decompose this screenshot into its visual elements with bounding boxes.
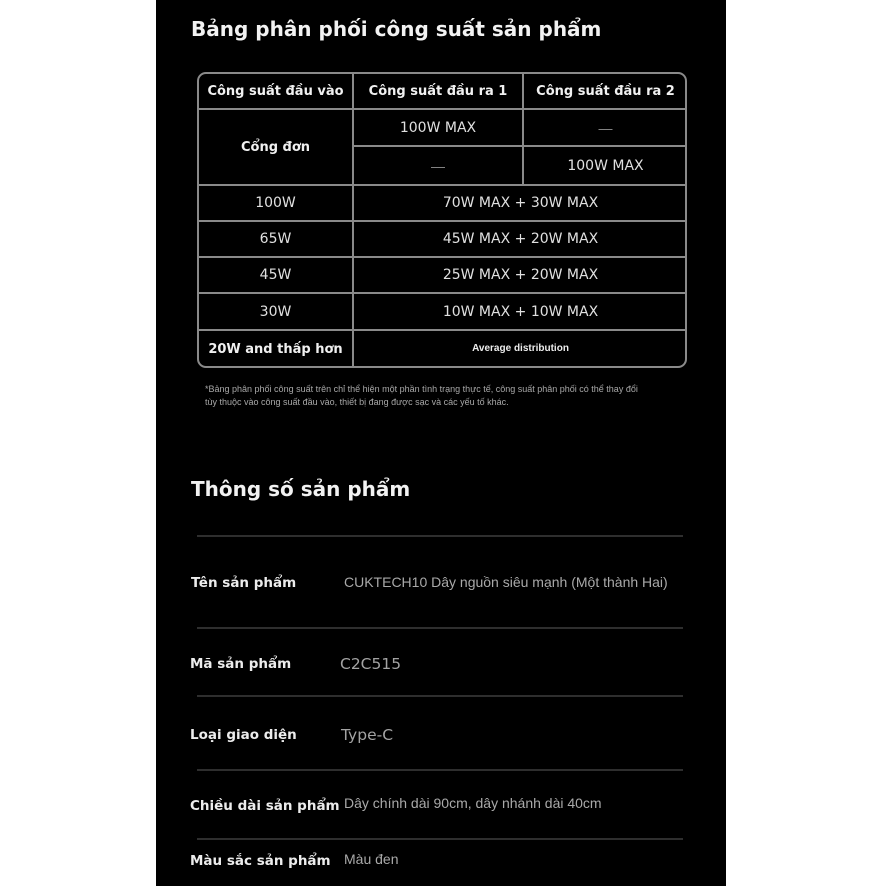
spec-value-color: Màu đen	[344, 851, 399, 867]
spec-label-product-name: Tên sản phẩm	[191, 575, 297, 591]
spec-label-product-code: Mã sản phẩm	[190, 656, 292, 672]
empty-dash: —	[431, 157, 445, 174]
row-input: 100W	[255, 195, 296, 211]
spec-label-interface: Loại giao diện	[190, 727, 297, 743]
distribution-note	[205, 383, 695, 409]
spec-divider	[197, 535, 683, 537]
row-input: 65W	[259, 231, 292, 247]
spec-value-interface: Type-C	[341, 726, 394, 744]
single-port-output-2: 100W MAX	[567, 157, 644, 174]
specs-title: Thông số sản phẩm	[191, 477, 411, 501]
spec-value-length: Dây chính dài 90cm, dây nhánh dài 40cm	[344, 795, 602, 811]
spec-value-product-code: C2C515	[340, 655, 402, 673]
row-output: Average distribution	[472, 342, 569, 354]
single-port-output-1: 100W MAX	[399, 119, 477, 136]
row-output: 25W MAX + 20W MAX	[442, 267, 599, 283]
single-port-label: Cổng đơn	[240, 139, 311, 155]
spec-divider	[197, 627, 683, 629]
spec-label-length: Chiều dài sản phẩm	[190, 798, 340, 814]
row-output: 10W MAX + 10W MAX	[442, 303, 599, 320]
distribution-title: Bảng phân phối công suất sản phẩm	[191, 17, 602, 41]
spec-divider	[197, 769, 683, 771]
row-input: 30W	[259, 303, 292, 320]
header-output-1: Công suất đầu ra 1	[368, 83, 508, 99]
empty-dash: —	[598, 119, 613, 136]
row-output: 70W MAX + 30W MAX	[442, 195, 599, 211]
spec-divider	[197, 695, 683, 697]
spec-label-color: Màu sắc sản phẩm	[190, 853, 331, 869]
row-input: 20W and thấp hơn	[208, 342, 343, 357]
row-output: 45W MAX + 20W MAX	[442, 231, 599, 247]
spec-divider	[197, 838, 683, 840]
row-input: 45W	[259, 267, 292, 283]
note-line: tùy thuộc vào công suất đầu vào, thiết bị đang được sạc và các yếu tố khác.	[205, 397, 509, 407]
spec-value-product-name: CUKTECH10 Dây nguồn siêu mạnh (Một thành Hai)	[344, 574, 668, 590]
header-input-power: Công suất đầu vào	[207, 83, 344, 99]
power-distribution-table	[197, 72, 687, 368]
note-line: *Bảng phân phối công suất trên chỉ thể hiện một phần tình trạng thực tế, công suất phân phối có thể thay đổi	[205, 384, 638, 394]
product-detail-panel	[156, 0, 726, 886]
header-output-2: Công suất đầu ra 2	[536, 83, 675, 99]
